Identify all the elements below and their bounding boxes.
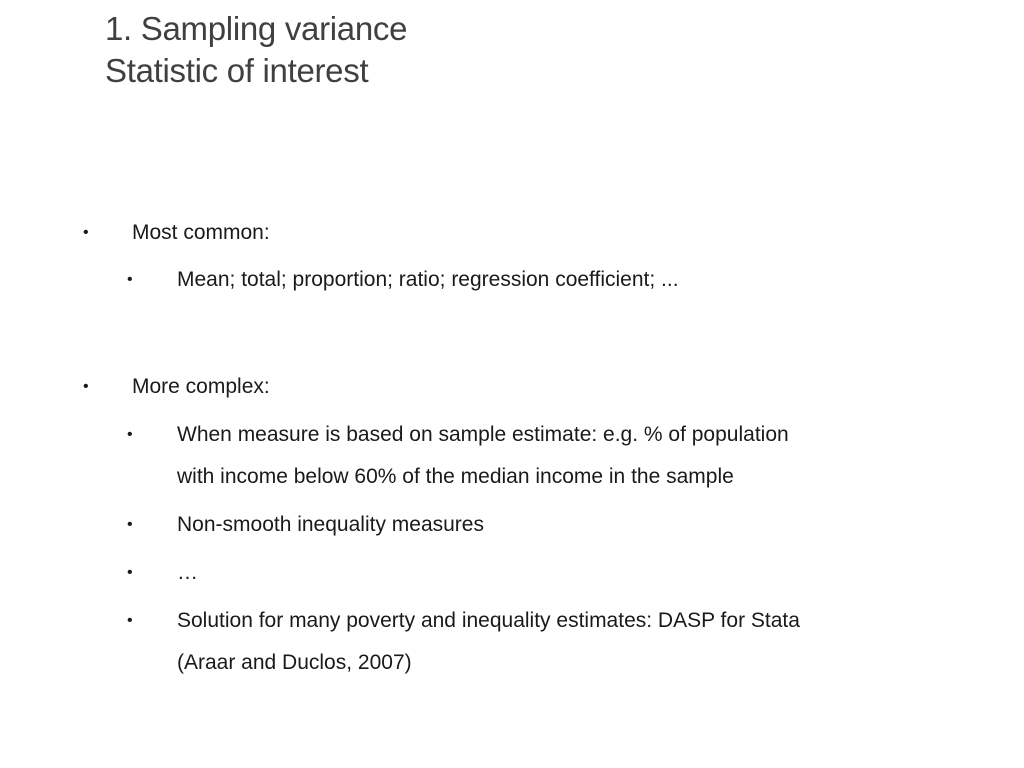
bullet-text: … [177,561,198,584]
sub-bullet-item-non-smooth [127,504,937,546]
bullet-icon: • [127,564,133,581]
bullet-text-line-2: (Araar and Duclos, 2007) [177,651,412,674]
slide-title [105,8,407,92]
bullet-icon: • [127,271,133,288]
bullet-text-line-1: When measure is based on sample estimate: e.g. % of population [177,423,789,446]
bullet-item-more-complex [83,366,270,408]
bullet-icon: • [127,516,133,533]
sub-bullet-item-common-statistics [127,259,937,301]
sub-bullet-item-ellipsis [127,552,937,594]
bullet-icon: • [83,224,89,241]
bullet-text: Most common: [132,221,270,244]
bullet-text: Mean; total; proportion; ratio; regression coefficient; ... [177,268,679,291]
bullet-text-line-1: Solution for many poverty and inequality estimates: DASP for Stata [177,609,800,632]
bullet-icon: • [83,378,89,395]
sub-bullet-item-dasp-solution [127,600,937,684]
sub-bullet-item-sample-estimate [127,414,937,498]
bullet-icon: • [127,426,133,443]
slide-title-line-1: 1. Sampling variance [105,10,408,47]
bullet-text: Non-smooth inequality measures [177,513,484,536]
bullet-text: More complex: [132,375,270,398]
bullet-item-most-common [83,212,270,254]
bullet-icon: • [127,612,133,629]
slide-title-line-2: Statistic of interest [105,52,369,89]
bullet-text-line-2: with income below 60% of the median income in the sample [177,465,734,488]
